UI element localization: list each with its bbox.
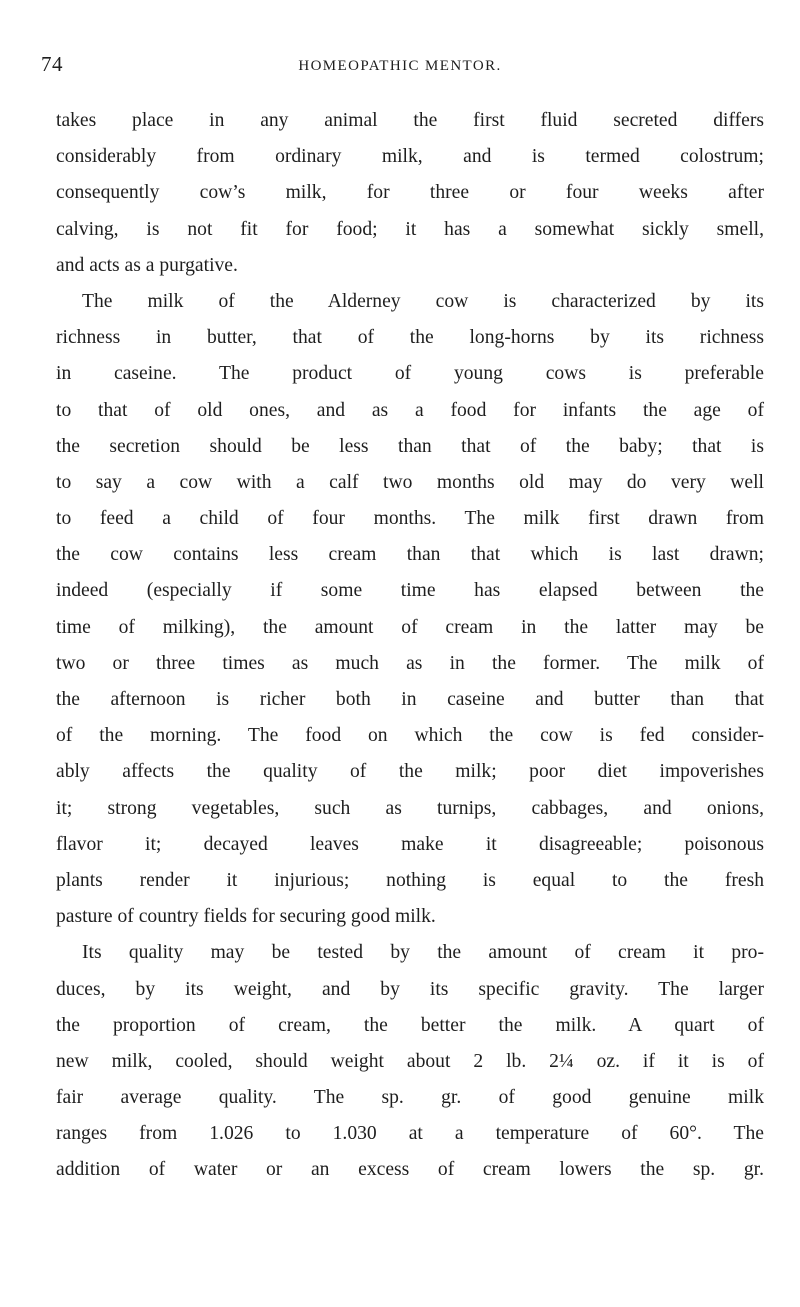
text-line: duces, by its weight, and by its specific gravity. The larger [56,978,764,1000]
text-line: flavor it; decayed leaves make it disagreeable; poisonous [56,833,764,855]
text-line: time of milking), the amount of cream in the latter may be [56,616,764,638]
text-line: considerably from ordinary milk, and is termed colostrum; [56,146,764,168]
text-line: of the morning. The food on which the cow is fed consider- [56,725,764,747]
text-line: it; strong vegetables, such as turnips, cabbages, and onions, [56,797,764,819]
text-line: the proportion of cream, the better the milk. A quart of [56,1014,764,1036]
text-line: pasture of country fields for securing good milk. [56,906,436,928]
text-line: two or three times as much as in the former. The milk of [56,652,764,674]
text-line: addition of water or an excess of cream lowers the sp. gr. [56,1159,764,1181]
text-line: consequently cow’s milk, for three or four weeks after [56,182,764,204]
text-line: ranges from 1.026 to 1.030 at a temperature of 60°. The [56,1123,764,1145]
body-text [56,103,764,1189]
page-number: 74 [41,52,63,76]
text-line: new milk, cooled, should weight about 2 lb. 2¼ oz. if it is of [56,1050,764,1072]
running-head: HOMEOPATHIC MENTOR. [298,58,502,74]
text-line: to that of old ones, and as a food for infants the age of [56,399,764,421]
text-line: the cow contains less cream than that which is last drawn; [56,544,764,566]
text-line: to feed a child of four months. The milk first drawn from [56,508,764,530]
text-line: calving, is not fit for food; it has a somewhat sickly smell, [56,218,764,240]
text-line: and acts as a purgative. [56,254,238,276]
text-line: The milk of the Alderney cow is characterized by its [82,290,764,312]
text-line: Its quality may be tested by the amount of cream it pro- [82,942,764,964]
text-line: the secretion should be less than that of the baby; that is [56,435,764,457]
text-line: takes place in any animal the first fluid secreted differs [56,110,764,131]
text-line: plants render it injurious; nothing is equal to the fresh [56,869,764,891]
text-line: in caseine. The product of young cows is preferable [56,363,764,385]
text-line: ably affects the quality of the milk; poor diet impoverishes [56,761,764,783]
text-line: fair average quality. The sp. gr. of good genuine milk [56,1087,764,1109]
text-line: the afternoon is richer both in caseine and butter than that [56,689,764,710]
text-line: to say a cow with a calf two months old may do very well [56,471,764,493]
text-line: richness in butter, that of the long-horns by its richness [56,327,764,349]
text-line: indeed (especially if some time has elapsed between the [56,580,764,602]
